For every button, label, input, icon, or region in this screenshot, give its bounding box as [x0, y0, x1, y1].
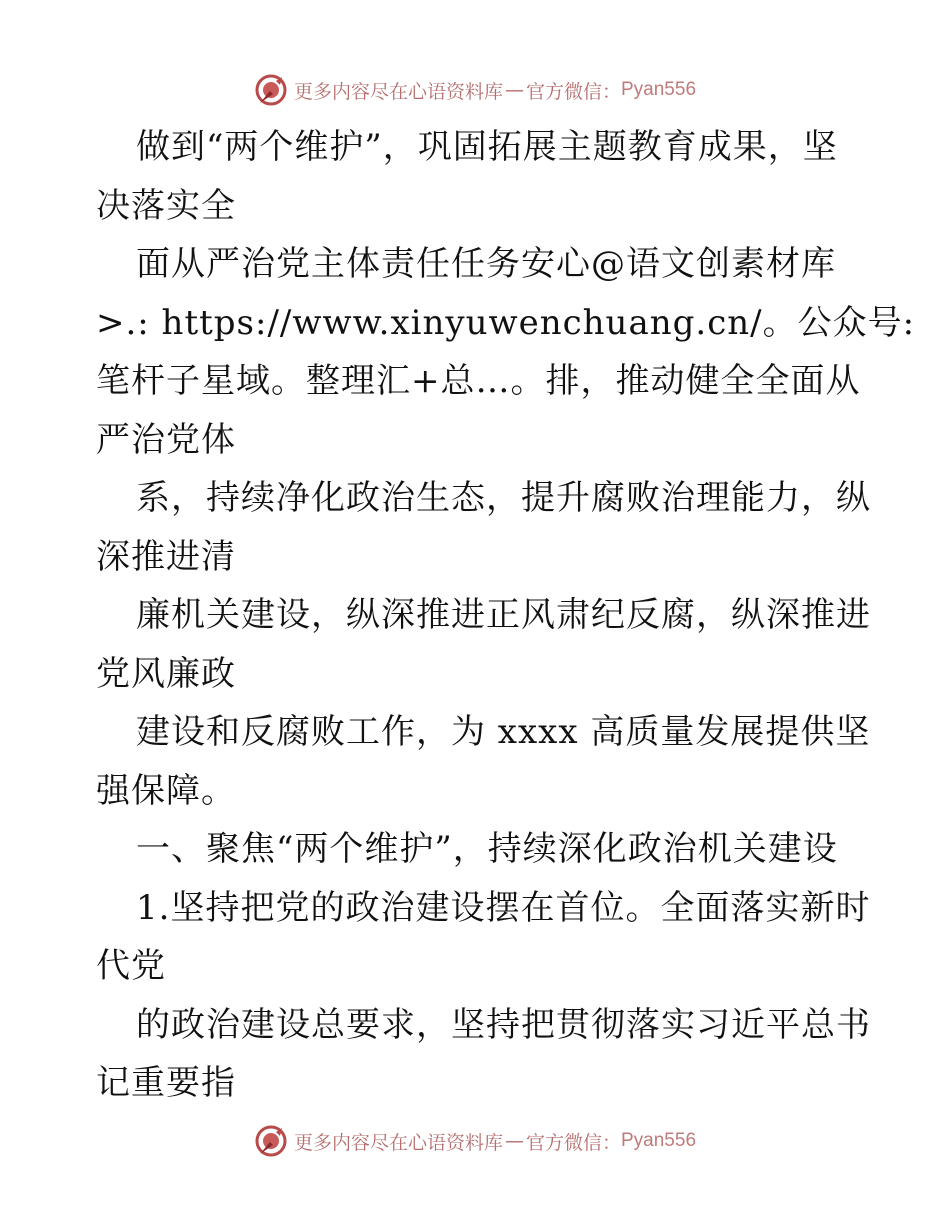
watermark-wechat-id: Pyan556 [621, 1130, 697, 1151]
watermark-wechat-id: Pyan556 [621, 79, 697, 100]
text-line: 的政治建设总要求，坚持把贯彻落实习近平总书 [136, 1004, 871, 1045]
section-heading: 一、聚焦“两个维护”，持续深化政治机关建设 [136, 829, 838, 869]
text-line: 代党 [96, 946, 166, 986]
text-line: 深推进清 [96, 536, 236, 577]
watermark-separator: — [504, 1130, 524, 1152]
text-line: 决落实全 [96, 185, 236, 226]
text-line: 记重要指 [96, 1063, 236, 1103]
text-line: 面从严治党主体责任任务安心@语文创素材库 [136, 244, 836, 284]
text-line: >.: https://www.xinyuwenchuang.cn/。公众号: [96, 302, 916, 343]
text-line: 严治党体 [96, 419, 236, 460]
text-line: 系，持续净化政治生态，提升腐败治理能力，纵 [136, 478, 871, 518]
watermark-text: 更多内容尽在心语资料库 [293, 80, 503, 103]
text-line: 笔杆子星域。整理汇+总…。排，推动健全全面从 [96, 361, 861, 401]
text-line: 廉机关建设，纵深推进正风肃纪反腐，纵深推进 [136, 595, 871, 635]
text-line: 建设和反腐败工作，为 xxxx 高质量发展提供坚 [136, 712, 871, 752]
document-body [96, 118, 916, 1113]
watermark-official-label: 官方微信： [525, 1131, 621, 1154]
text-line: 1.坚持把党的政治建设摆在首位。全面落实新时 [136, 887, 871, 928]
watermark-official-label: 官方微信： [525, 80, 621, 103]
text-line: 做到“两个维护”，巩固拓展主题教育成果，坚 [136, 127, 838, 167]
text-line: 党风廉政 [96, 653, 236, 694]
watermark-text: 更多内容尽在心语资料库 [293, 1131, 503, 1154]
text-line: 强保障。 [96, 770, 236, 811]
footer-watermark [0, 1121, 950, 1161]
pen-circle-icon [254, 73, 288, 107]
pen-circle-icon [254, 1124, 288, 1158]
header-watermark [0, 70, 950, 110]
watermark-separator: — [504, 79, 524, 101]
